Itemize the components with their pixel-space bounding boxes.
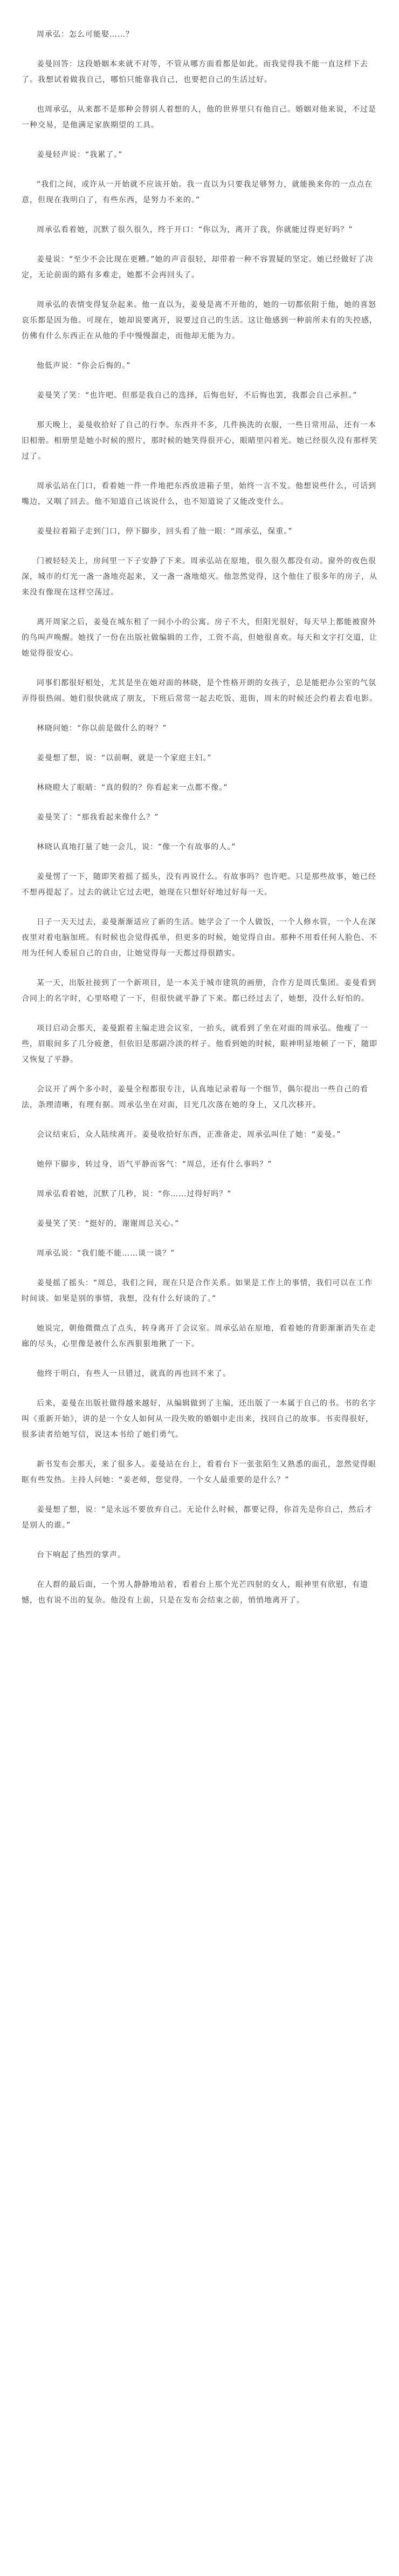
paragraph: 姜曼摇了摇头：“周总，我们之间，现在只是合作关系。如果是工作上的事情，我们可以在工作时间谈。如果是别的事情，我想，没有什么好谈的了。” — [22, 1279, 373, 1303]
paragraph: 她说完，朝他微微点了点头，转身离开了会议室。周承弘站在原地，看着她的背影渐渐消失在走廊的尽头，心里像是被什么东西狠狠地揪了一下。 — [22, 1324, 376, 1348]
paragraph: 林晓问她：“你以前是做什么的呀？” — [37, 724, 167, 733]
paragraph: 门被轻轻关上，房间里一下子安静了下来。周承弘站在原地，很久很久都没有动。窗外的夜色很深，城市的灯光一盏一盏地亮起来，又一盏一盏地熄灭。他忽然觉得，这个他住了很多年的房子，从来没有像现在这样空荡过。 — [22, 557, 377, 597]
paragraph: 日子一天天过去，姜曼渐渐适应了新的生活。她学会了一个人做饭，一个人修水管，一个人在深夜里对着电脑加班。有时候也会觉得孤单，但更多的时候，她觉得自由。那种不用看任何人脸色、不用为任何人委屈自己的自由，让她觉得每一天都过得很踏实。 — [22, 918, 377, 958]
paragraph: 他低声说：“你会后悔的。” — [37, 362, 131, 370]
paragraph: 周承弘看着她，沉默了几秒，说：“你……过得好吗？” — [37, 1190, 232, 1198]
paragraph: 周承弘：怎么可能娶……？ — [37, 30, 134, 39]
paragraph: 他终于明白，有些人一旦错过，就真的再也回不来了。 — [37, 1369, 231, 1378]
paragraph: 在人群的最后面，一个男人静静地站着，看着台上那个光芒四射的女人，眼神里有欣慰，有遗憾，也有说不出的复杂。他没有上前，只是在发布会结束之前，悄悄地离开了。 — [22, 1580, 368, 1605]
paragraph: 周承弘看着她，沉默了很久很久，终于开口：“你以为，离开了我，你就能过得更好吗？” — [37, 226, 353, 234]
paragraph: 周承弘站在门口，看着她一件一件地把东西放进箱子里，始终一言不发。他想说些什么，可话到嘴边，又咽了回去。他不知道自己该说什么，也不知道说了又能改变什么。 — [22, 482, 376, 506]
paragraph: 新书发布会那天，来了很多人。姜曼站在台上，看着台下一张张陌生又熟悉的面孔，忽然觉得眼眶有些发热。主持人问她：“姜老师，您觉得，一个女人最重要的是什么？” — [22, 1460, 376, 1484]
paragraph: 那天晚上，姜曼收拾好了自己的行李。东西并不多，几件换洗的衣服，一些日常用品，还有一本旧相册。相册里是她小时候的照片，那时候的她笑得很开心，眼睛里闪着光。她已经很久没有那样笑过了。 — [22, 421, 377, 461]
paragraph: 姜曼轻声说：“我累了。” — [37, 151, 123, 159]
paragraph: 姜曼说：“至少不会比现在更糟。”她的声音很轻，却带着一种不容置疑的坚定。她已经做好了决定，无论前面的路有多难走，她都不会再回头了。 — [22, 255, 374, 280]
paragraph: 她停下脚步，转过身，语气平静而客气：“周总，还有什么事吗？” — [37, 1160, 272, 1169]
paragraph: 姜曼笑了笑：“也许吧。但那是我自己的选择，后悔也好，不后悔也罢，我都会自己承担。” — [37, 391, 357, 400]
paragraph: 台下响起了热烈的掌声。 — [37, 1551, 126, 1559]
paragraph: 姜曼愣了一下，随即笑着摇了摇头，没有再说什么。有故事吗？也许吧。只是那些故事，她已经不想再提起了。过去的就让它过去吧，她现在只想好好地过好每一天。 — [22, 873, 376, 897]
paragraph: 姜曼拉着箱子走到门口，停下脚步，回头看了他一眼：“周承弘，保重。” — [37, 527, 293, 536]
paragraph: 林晓瞪大了眼睛：“真的假的？你看起来一点都不像。” — [37, 783, 228, 792]
paragraph: 姜曼笑了笑：“挺好的，谢谢周总关心。” — [37, 1219, 180, 1228]
paragraph: 同事们都很好相处，尤其是坐在她对面的林晓，是个性格开朗的女孩子，总是能把办公室的气氛弄得很热闹。她们很快就成了朋友，下班后常常一起去吃饭、逛街，周末的时候还会约着去看电影。 — [22, 679, 377, 703]
paragraph: “我们之间，或许从一开始就不应该开始。我一直以为只要我足够努力，就能换来你的一点点在意，但现在我明白了，有些东西，是努力不来的。” — [22, 180, 373, 205]
paragraph: 周承弘说：“我们能不能……谈一谈？” — [37, 1249, 175, 1258]
paragraph: 姜曼回答：这段婚姻本来就不对等，不管从哪方面看都是如此。而我觉得我不能一直这样下去了。我想试着做我自己，哪怕只能靠我自己，也要把自己的生活过好。 — [22, 60, 368, 84]
paragraph: 离开周家之后，姜曼在城东租了一间小小的公寓。房子不大，但阳光很好，每天早上都能被窗外的鸟叫声唤醒。她找了一份在出版社做编辑的工作，工资不高，但她很喜欢。每天和文字打交道，让她觉得很安心。 — [22, 618, 377, 658]
paragraph: 某一天，出版社接到了一个新项目，是一本关于城市建筑的画册，合作方是周氏集团。姜曼看到合同上的名字时，心里咯噔了一下，但很快就平静了下来。都已经过去了，她想，没什么好怕的。 — [22, 979, 376, 1003]
paragraph: 姜曼想了想，说：“以前啊，就是一个家庭主妇。” — [37, 754, 212, 762]
paragraph: 姜曼想了想，说：“是永远不要放弃自己。无论什么时候，都要记得，你首先是你自己，然后才是别人的谁。” — [22, 1505, 373, 1530]
paragraph: 会议结束后，众人陆续离开。姜曼收拾好东西，正准备走，周承弘叫住了她：“姜曼。” — [37, 1130, 341, 1139]
paragraph: 后来，姜曼在出版社做得越来越好，从编辑做到了主编，还出版了一本属于自己的书。书的名字叫《重新开始》，讲的是一个女人如何从一段失败的婚姻中走出来，找回自己的故事。书卖得很好，很多读者给她写信，说这本书给了她们勇气。 — [22, 1399, 376, 1439]
paragraph: 会议开了两个多小时，姜曼全程都很专注，认真地记录着每一个细节，偶尔提出一些自己的看法，条理清晰，有理有据。周承弘坐在对面，目光几次落在她的身上，又几次移开。 — [22, 1085, 368, 1109]
paragraph: 也周承弘，从来都不是那种会替别人着想的人，他的世界里只有他自己。婚姻对他来说，不过是一种交易，是他满足家族期望的工具。 — [22, 105, 376, 130]
paragraph: 项目启动会那天，姜曼跟着主编走进会议室，一抬头，就看到了坐在对面的周承弘。他瘦了一些，眉眼间多了几分疲惫，但依旧是那副冷淡的样子。他看到她的时候，眼神明显地顿了一下，随即又恢复了平静。 — [22, 1024, 377, 1064]
paragraph: 姜曼笑了：“那我看起来像什么？” — [37, 813, 159, 822]
paragraph: 林晓认真地打量了她一会儿，说：“像一个有故事的人。” — [37, 843, 236, 851]
paragraph: 周承弘的表情变得复杂起来。他一直以为，姜曼是离不开他的，她的一切都依附于他，她的喜怒哀乐都是因为他。可现在，她却说要离开，说要过自己的生活。这让他感到一种前所未有的失控感，仿佛有什么东西正在从他的手中慢慢溜走，而他却无能为力。 — [22, 301, 377, 340]
